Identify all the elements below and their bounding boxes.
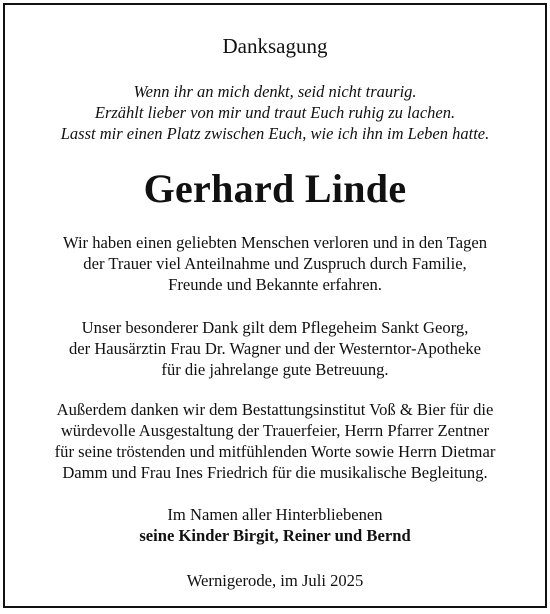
paragraph-line: Unser besonderer Dank gilt dem Pflegeheim Sankt Georg, [81, 318, 469, 337]
signature-block [5, 504, 545, 546]
motto-line: Erzählt lieber von mir und traut Euch ruhig zu lachen. [94, 103, 456, 122]
paragraph-line: der Trauer viel Anteilnahme und Zuspruch durch Familie, [83, 254, 467, 273]
deceased-name: Gerhard Linde [143, 166, 407, 211]
signature-intro: Im Namen aller Hinterbliebenen [167, 505, 383, 524]
signature-names: seine Kinder Birgit, Reiner und Bernd [139, 526, 411, 545]
paragraph-line: Damm und Frau Ines Friedrich für die musikalische Begleitung. [62, 463, 488, 482]
motto-line: Lasst mir einen Platz zwischen Euch, wie ich ihn im Leben hatte. [60, 124, 490, 143]
paragraph-line: der Hausärztin Frau Dr. Wagner und der Westerntor-Apotheke [68, 339, 481, 358]
motto-verse [5, 81, 545, 144]
paragraph-line: Freunde und Bekannte erfahren. [168, 275, 382, 294]
thanks-paragraph-condolences [5, 232, 545, 295]
notice-title: Danksagung [222, 34, 328, 58]
paragraph-line: für seine tröstenden und mitfühlenden Worte sowie Herrn Dietmar [54, 442, 496, 461]
motto-line: Wenn ihr an mich denkt, seid nicht traurig. [133, 82, 417, 101]
paragraph-line: würdevolle Ausgestaltung der Trauerfeier, Herrn Pfarrer Zentner [60, 421, 490, 440]
place-and-date: Wernigerode, im Juli 2025 [186, 571, 364, 590]
paragraph-line: Außerdem danken wir dem Bestattungsinstitut Voß & Bier für die [56, 400, 494, 419]
paragraph-line: Wir haben einen geliebten Menschen verloren und in den Tagen [62, 233, 488, 252]
obituary-notice [3, 3, 547, 608]
thanks-paragraph-funeral [5, 399, 545, 483]
thanks-paragraph-care [5, 317, 545, 380]
paragraph-line: für die jahrelange gute Betreuung. [161, 360, 389, 379]
